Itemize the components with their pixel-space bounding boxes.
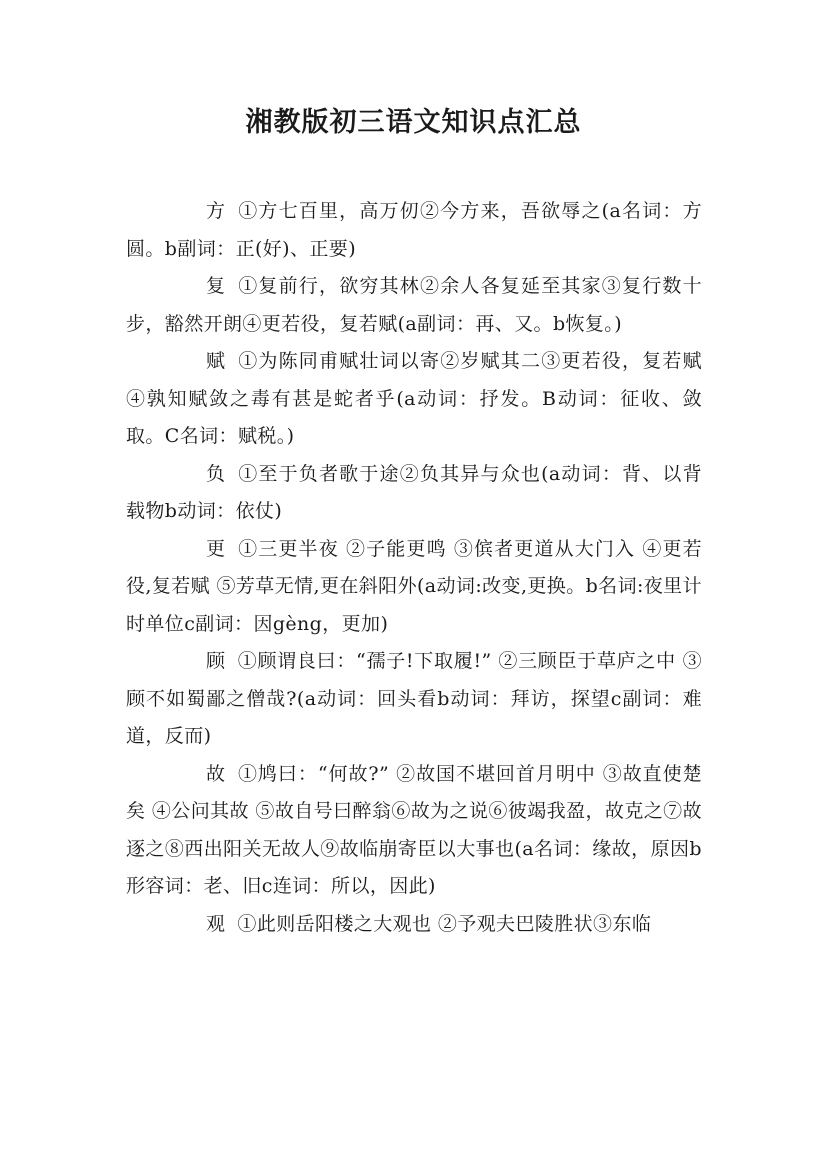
- entry-fu-tax: [126, 343, 702, 456]
- entry-headword: 顾: [206, 650, 226, 672]
- entry-text: ①为陈同甫赋壮词以寄②岁赋其二③更若役，复若赋④孰知赋敛之毒有甚是蛇者乎(a动词：抒发。B动词：征收、敛取。C名词：赋税。): [126, 350, 702, 447]
- entry-text: ①方七百里，高万仞②今方来，吾欲辱之(a名词：方圆。b副词：正(好)、正要): [126, 200, 702, 260]
- entry-geng: [126, 531, 702, 644]
- entry-text: ①三更半夜 ②子能更鸣 ③傧者更道从大门入 ④更若役,复若赋 ⑤芳草无情,更在斜阳外(a动词:改变,更换。b名词:夜里计时单位c副词：因gèng，更加): [126, 537, 702, 635]
- entry-fang: [126, 193, 702, 268]
- entry-headword: 方: [206, 200, 226, 222]
- entry-headword: 更: [206, 537, 226, 560]
- entry-text: ①至于负者歌于途②负其异与众也(a动词：背、以背载物b动词：依仗): [126, 462, 702, 522]
- entry-guan: [126, 906, 702, 944]
- entry-fu-carry: [126, 456, 702, 531]
- entry-gu-reason: [126, 756, 702, 906]
- entry-headword: 复: [206, 275, 226, 297]
- entry-fu-return: [126, 268, 702, 343]
- entry-text: ①鸠曰：“何故?” ②故国不堪回首月明中 ③故直使楚矣 ④公问其故 ⑤故自号曰醉翁⑥故为之说⑥彼竭我盈，故克之⑦故逐之⑧西出阳关无故人⑨故临崩寄臣以大事也(a名词：缘故，原因b形容词：老、旧c连词：所以，因此): [126, 762, 702, 897]
- entry-text: ①此则岳阳楼之大观也 ②予观夫巴陵胜状③东临: [237, 912, 652, 935]
- entry-text: ①顾谓良曰：“孺子!下取履!” ②三顾臣于草庐之中 ③顾不如蜀鄙之僧哉?(a动词：回头看b动词：拜访，探望c副词：难道，反而): [126, 650, 702, 747]
- document-title: 湘教版初三语文知识点汇总: [245, 107, 582, 138]
- entry-gu-look: [126, 643, 702, 756]
- entry-headword: 观: [206, 912, 226, 935]
- document-body: [126, 193, 702, 943]
- entry-headword: 赋: [206, 350, 226, 372]
- entry-text: ①复前行，欲穷其林②余人各复延至其家③复行数十步，豁然开朗④更若役，复若赋(a副词：再、又。b恢复。): [126, 275, 702, 335]
- entry-headword: 故: [206, 762, 226, 785]
- entry-headword: 负: [206, 462, 226, 485]
